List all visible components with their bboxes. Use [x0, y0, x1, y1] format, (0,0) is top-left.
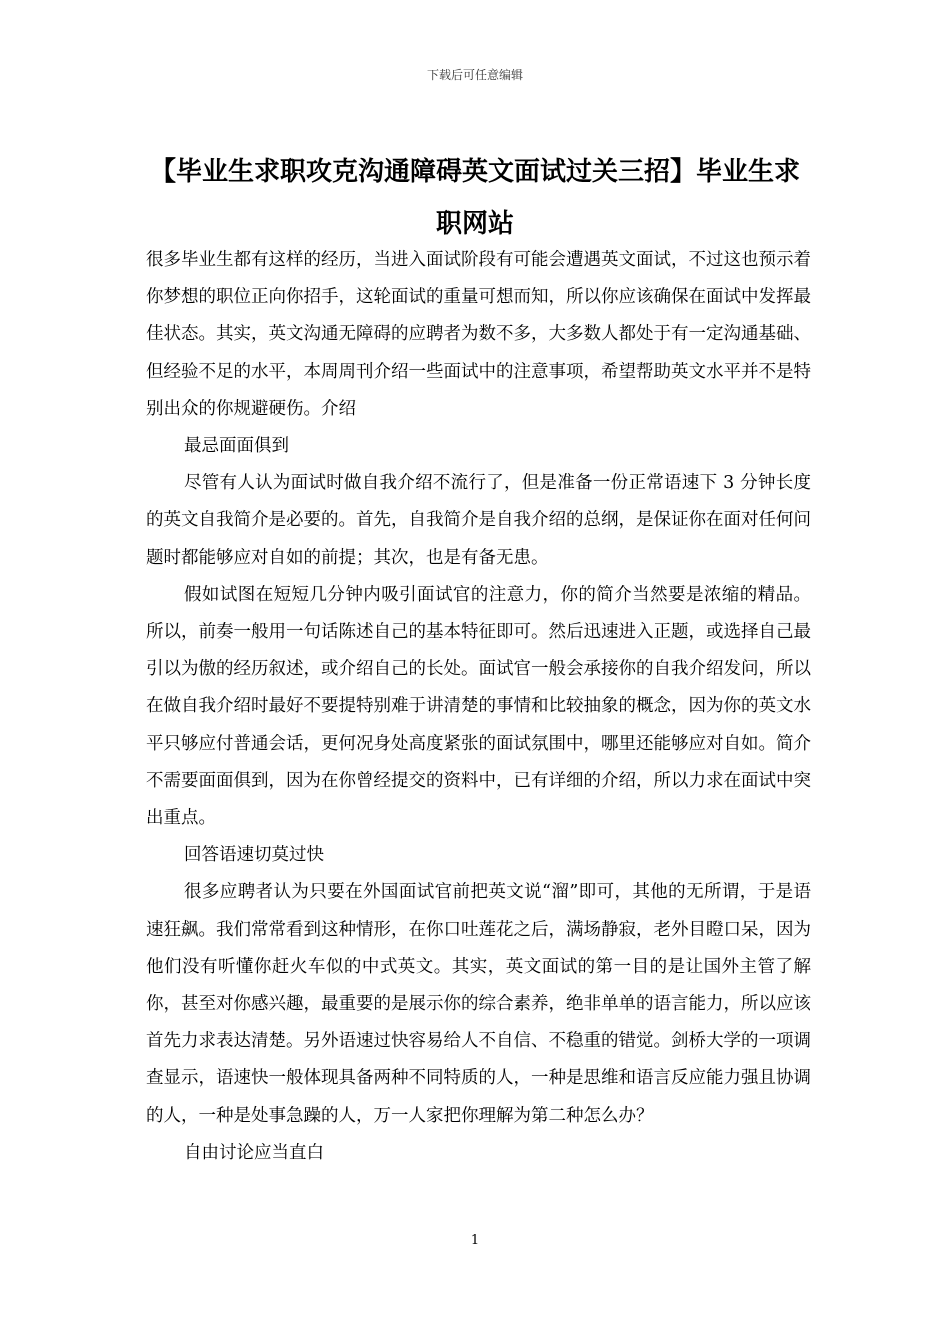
- page-number: 1: [470, 1233, 480, 1248]
- document-body: [146, 242, 811, 1172]
- document-title: 【毕业生求职攻克沟通障碍英文面试过关三招】毕业生求职网站: [149, 157, 800, 239]
- body-paragraph: 很多应聘者认为只要在外国面试官前把英文说“溜”即可，其他的无所谓，于是语速狂飙。我们常常看到这种情形，在你口吐莲花之后，满场静寂，老外目瞪口呆，因为他们没有听懂你赶火车似的中式英文。其实，英文面试的第一目的是让国外主管了解你，甚至对你感兴趣，最重要的是展示你的综合素养，绝非单单的语言能力，所以应该首先力求表达清楚。另外语速过快容易给人不自信、不稳重的错觉。剑桥大学的一项调查显示，语速快一般体现具备两种不同特质的人，一种是思维和语言反应能力强且协调的人，一种是处事急躁的人，万一人家把你理解为第二种怎么办？: [146, 882, 811, 1126]
- section-heading: 回答语速切莫过快: [184, 845, 324, 866]
- section-heading: 最忌面面俱到: [184, 436, 289, 457]
- intro-paragraph: 很多毕业生都有这样的经历，当进入面试阶段有可能会遭遇英文面试，不过这也预示着你梦想的职位正向你招手，这轮面试的重量可想而知，所以你应该确保在面试中发挥最佳状态。其实，英文沟通无障碍的应聘者为数不多，大多数人都处于有一定沟通基础、但经验不足的水平，本周周刊介绍一些面试中的注意事项，希望帮助英文水平并不是特别出众的你规避硬伤。介绍: [146, 250, 811, 419]
- body-paragraph: 假如试图在短短几分钟内吸引面试官的注意力，你的简介当然要是浓缩的精品。所以，前奏一般用一句话陈述自己的基本特征即可。然后迅速进入正题，或选择自己最引以为傲的经历叙述，或介绍自己的长处。面试官一般会承接你的自我介绍发问，所以在做自我介绍时最好不要提特别难于讲清楚的事情和比较抽象的概念，因为你的英文水平只够应付普通会话，更何况身处高度紧张的面试氛围中，哪里还能够应对自如。简介不需要面面俱到，因为在你曾经提交的资料中，已有详细的介绍，所以力求在面试中突出重点。: [146, 584, 811, 829]
- section-heading: 自由讨论应当直白: [184, 1142, 324, 1163]
- body-paragraph: 尽管有人认为面试时做自我介绍不流行了，但是准备一份正常语速下 3 分钟长度的英文自我简介是必要的。首先，自我简介是自我介绍的总纲，是保证你在面对任何问题时都能够应对自如的前提；其次，也是有备无患。: [146, 473, 811, 568]
- header-note: 下载后可任意编辑: [426, 68, 523, 82]
